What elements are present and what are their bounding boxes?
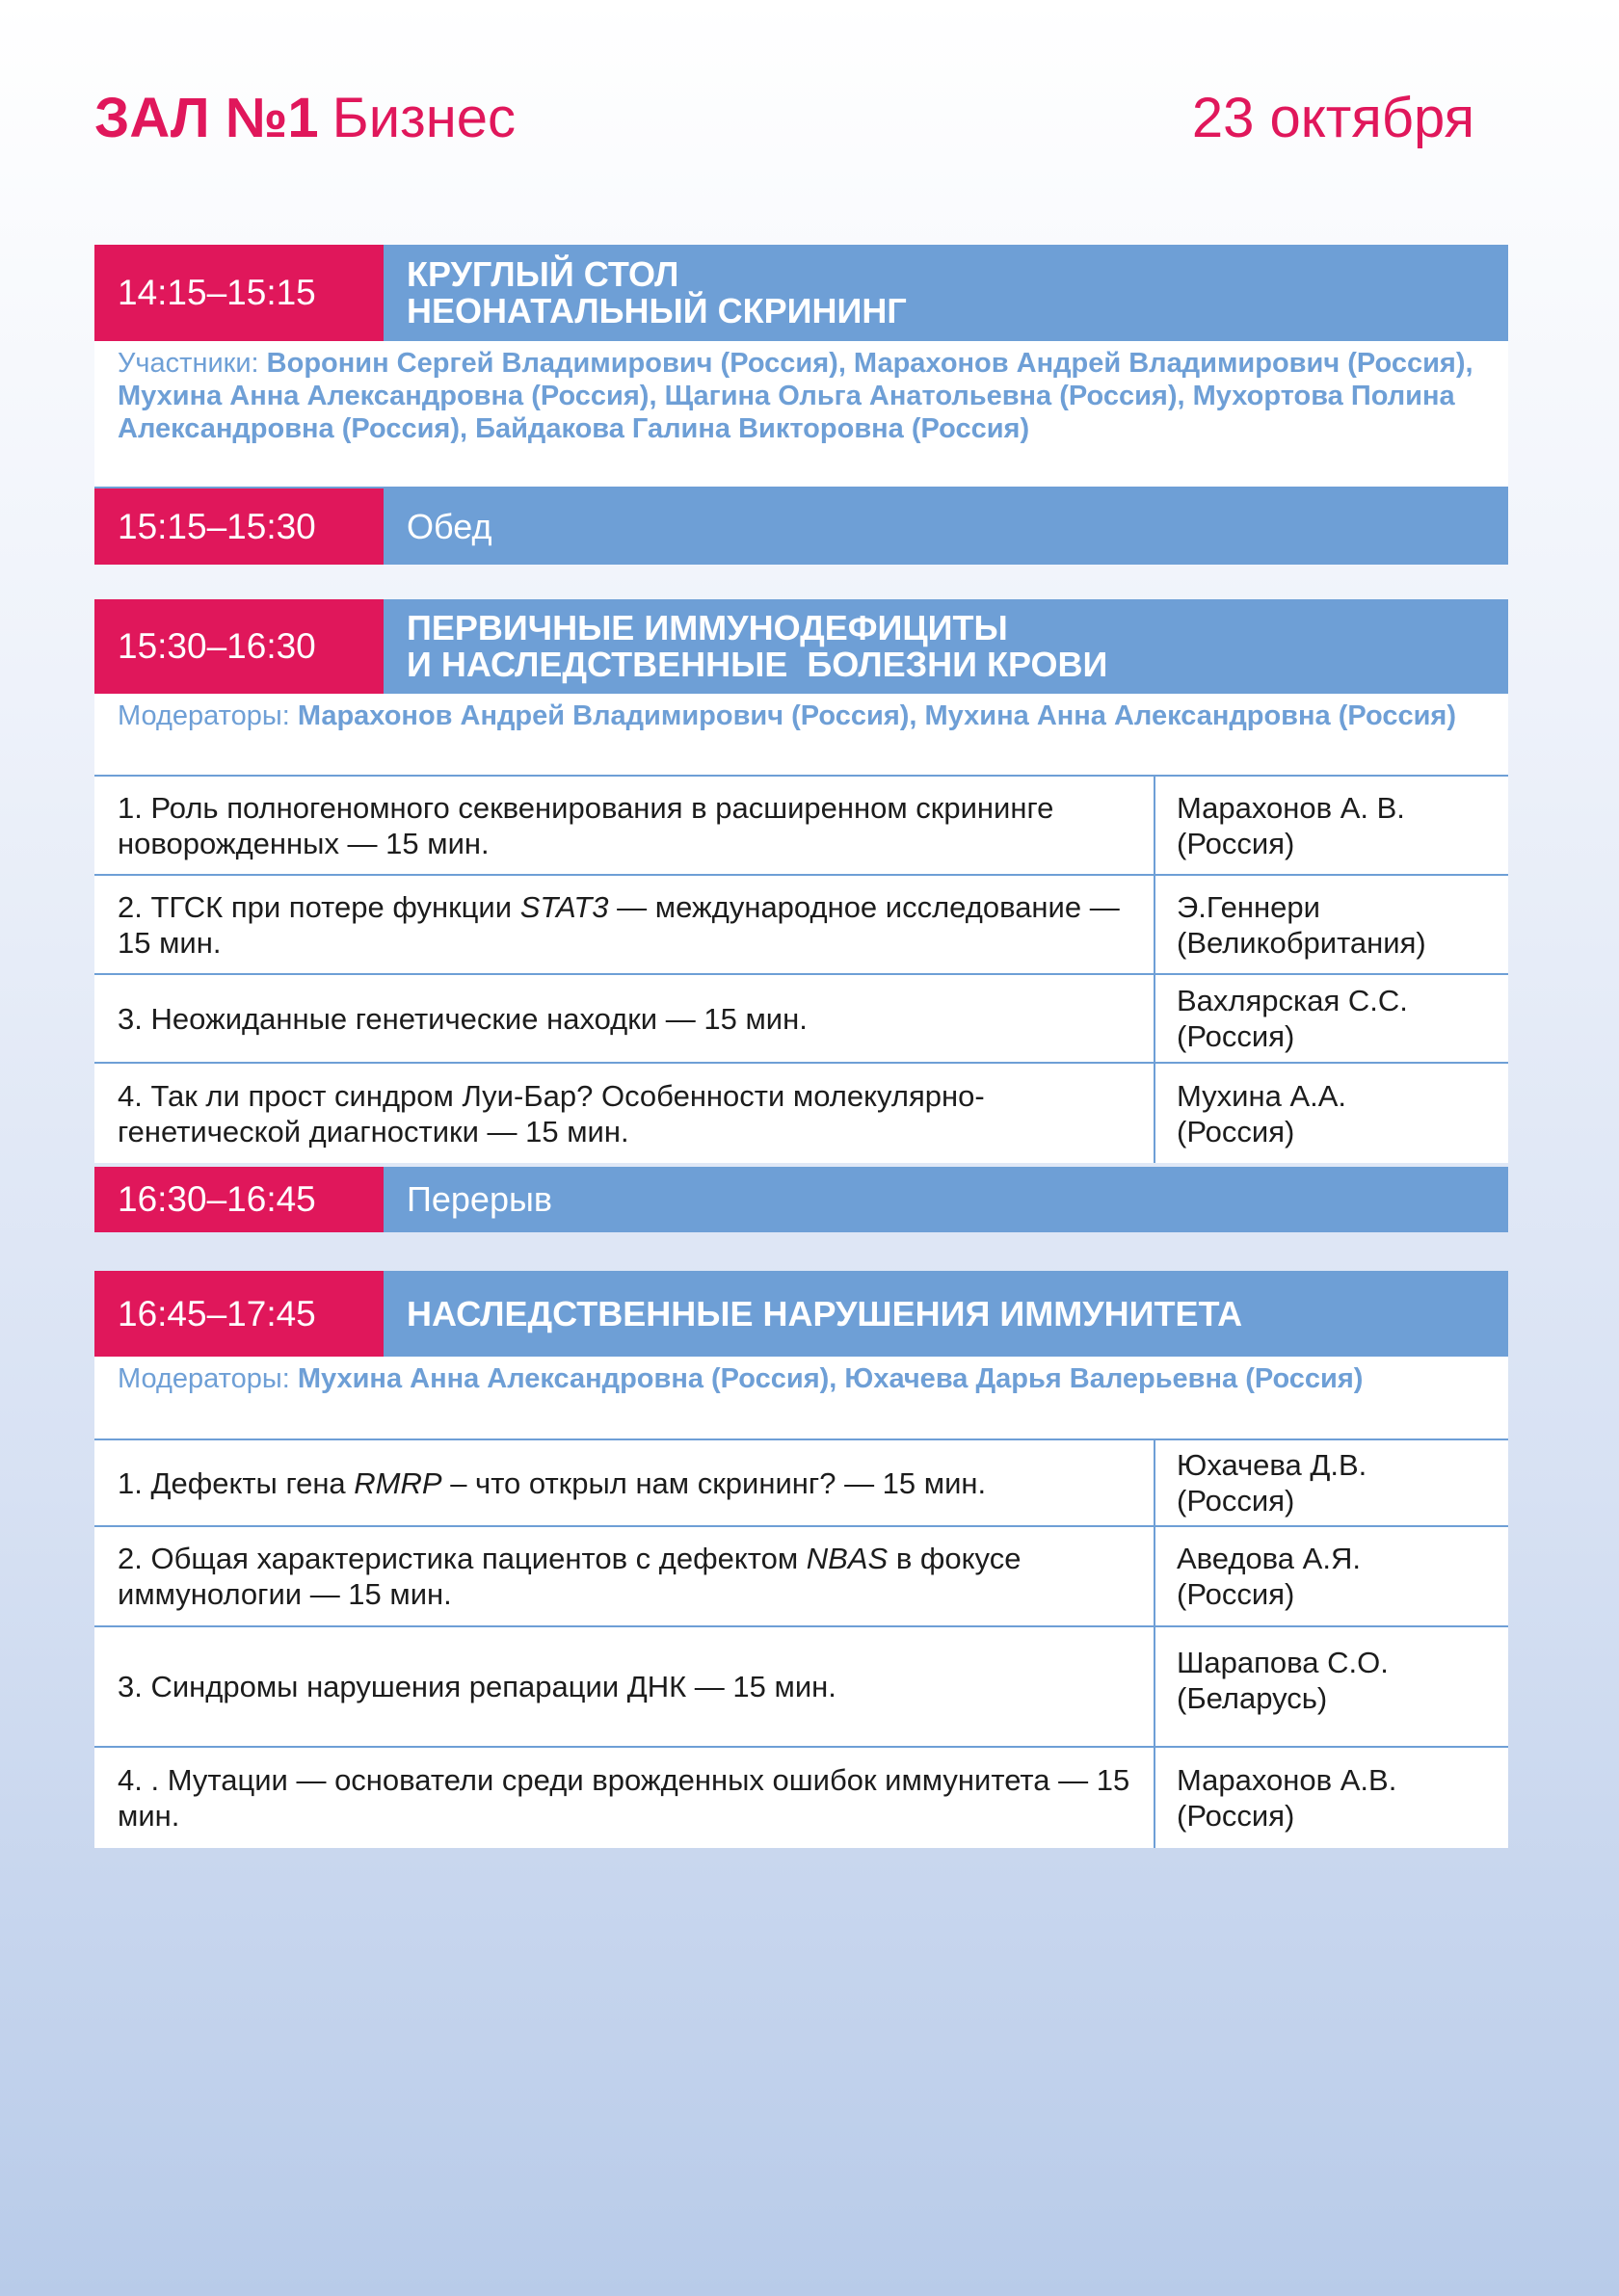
talk-text-cont: — международное исследование — 15 мин. <box>118 889 1120 960</box>
speaker-name: Вахлярская С.С. <box>1177 984 1408 1017</box>
talk-row <box>94 1440 1508 1527</box>
break-pause <box>94 1167 1508 1232</box>
speaker-country: (Россия) <box>1177 1577 1295 1611</box>
break-row <box>94 488 1508 565</box>
speaker-country: (Россия) <box>1177 1019 1295 1053</box>
session-header <box>94 599 1508 694</box>
talk-title <box>94 1627 1155 1746</box>
moderators-info <box>94 1357 1508 1440</box>
talk-text: 3. Неожиданные генетические находки — 15 мин. <box>118 1001 808 1036</box>
page-header <box>94 85 1474 162</box>
talk-speaker <box>1155 975 1508 1062</box>
gene-name: RMRP <box>354 1465 442 1500</box>
session-header <box>94 1271 1508 1357</box>
talk-speaker <box>1155 1064 1508 1163</box>
moderators-label: Модераторы: <box>118 1363 290 1394</box>
session-title-line1: НАСЛЕДСТВЕННЫЕ НАРУШЕНИЯ ИММУНИТЕТА <box>407 1293 1243 1333</box>
session-title-line2: НЕОНАТАЛЬНЫЙ СКРИНИНГ <box>407 291 907 330</box>
session-round-table <box>94 245 1508 488</box>
speaker-name: Мухина А.А. <box>1177 1078 1347 1113</box>
break-label: Обед <box>384 488 1508 565</box>
talk-title <box>94 1440 1155 1525</box>
session-title-line1: КРУГЛЫЙ СТОЛ <box>407 254 679 294</box>
talk-row <box>94 1627 1508 1748</box>
speaker-country: (Великобритания) <box>1177 925 1426 960</box>
participants-names: Воронин Сергей Владимирович (Россия), Марахонов Андрей Владимирович (Россия), Мухина Анна Александровна (Россия), Щагина Ольга Анатольевна (Россия), Мухортова Полина Александровна (Россия), Байдакова Галина Викторовна (Россия) <box>118 348 1473 444</box>
moderators-label: Модераторы: <box>118 700 290 731</box>
talk-speaker <box>1155 876 1508 973</box>
talk-text: 3. Синдромы нарушения репарации ДНК — 15 мин. <box>118 1670 836 1703</box>
hall-number: ЗАЛ №1 <box>94 87 319 149</box>
session-title-line1: ПЕРВИЧНЫЕ ИММУНОДЕФИЦИТЫ <box>407 608 1008 647</box>
talk-row <box>94 876 1508 975</box>
talk-text: 1. Роль полногеномного секвенирования в расширенном скрининге новорожденных — 15 мин. <box>118 790 1054 860</box>
talk-title <box>94 1527 1155 1625</box>
talk-title <box>94 975 1155 1062</box>
speaker-name: Марахонов А. В. <box>1177 790 1405 825</box>
talk-speaker <box>1155 777 1508 874</box>
break-lunch <box>94 488 1508 565</box>
session-title-line2: И НАСЛЕДСТВЕННЫЕ БОЛЕЗНИ КРОВИ <box>407 645 1108 684</box>
talk-text: 2. ТГСК при потере функции <box>118 889 520 924</box>
session-time: 14:15–15:15 <box>94 245 384 341</box>
speaker-country: (Беларусь) <box>1177 1681 1328 1715</box>
talk-text: 1. Дефекты гена <box>118 1465 355 1500</box>
moderators-info <box>94 694 1508 777</box>
talk-text: 4. Так ли прост синдром Луи-Бар? Особенности молекулярно-генетической диагностики — 15 мин. <box>118 1078 985 1148</box>
speaker-name: Юхачева Д.В. <box>1177 1448 1367 1482</box>
talk-text-cont: – что открыл нам скрининг? — 15 мин. <box>441 1465 987 1500</box>
speaker-country: (Россия) <box>1177 1484 1295 1517</box>
session-inherited-immunity-disorders <box>94 1271 1508 1848</box>
moderators-names: Мухина Анна Александровна (Россия), Юхачева Дарья Валерьевна (Россия) <box>297 1363 1364 1394</box>
break-label: Перерыв <box>384 1167 1508 1232</box>
session-time: 15:30–16:30 <box>94 599 384 694</box>
talk-text: 2. Общая характеристика пациентов с дефектом <box>118 1542 807 1575</box>
talk-speaker <box>1155 1627 1508 1746</box>
moderators-names: Марахонов Андрей Владимирович (Россия), Мухина Анна Александровна (Россия) <box>297 700 1456 731</box>
session-title <box>384 599 1508 694</box>
speaker-name: Марахонов А.В. <box>1177 1763 1397 1797</box>
talk-title <box>94 777 1155 874</box>
gene-name: STAT3 <box>519 889 609 924</box>
talk-text: 4. . Мутации — основатели среди врожденных ошибок иммунитета — 15 мин. <box>118 1763 1130 1833</box>
session-title <box>384 245 1508 341</box>
talk-row <box>94 1527 1508 1627</box>
talk-speaker <box>1155 1527 1508 1625</box>
talk-title <box>94 1064 1155 1163</box>
break-time: 16:30–16:45 <box>94 1167 384 1232</box>
hall-title <box>94 85 516 152</box>
speaker-name: Шарапова С.О. <box>1177 1646 1389 1679</box>
speaker-country: (Россия) <box>1177 1799 1295 1833</box>
talk-title <box>94 1748 1155 1848</box>
speaker-country: (Россия) <box>1177 826 1295 860</box>
event-date: 23 октября <box>1191 87 1474 149</box>
talk-row <box>94 777 1508 876</box>
break-time: 15:15–15:30 <box>94 488 384 565</box>
session-title <box>384 1271 1508 1357</box>
talk-row <box>94 1748 1508 1848</box>
hall-name: Бизнес <box>332 87 516 149</box>
talk-row <box>94 1064 1508 1163</box>
session-primary-immunodeficiencies <box>94 599 1508 1163</box>
talk-text-cont: в фокусе иммунологии — 15 мин. <box>118 1542 1022 1611</box>
session-time: 16:45–17:45 <box>94 1271 384 1357</box>
participants-label: Участники: <box>118 348 259 379</box>
participants-info <box>94 341 1508 488</box>
talk-speaker <box>1155 1748 1508 1848</box>
speaker-name: Аведова А.Я. <box>1177 1542 1361 1575</box>
talk-speaker <box>1155 1440 1508 1525</box>
speaker-country: (Россия) <box>1177 1114 1295 1148</box>
gene-name: NBAS <box>806 1542 889 1575</box>
talk-title <box>94 876 1155 973</box>
break-row <box>94 1167 1508 1232</box>
speaker-name: Э.Геннери <box>1177 889 1320 924</box>
talk-row <box>94 975 1508 1064</box>
session-header <box>94 245 1508 341</box>
